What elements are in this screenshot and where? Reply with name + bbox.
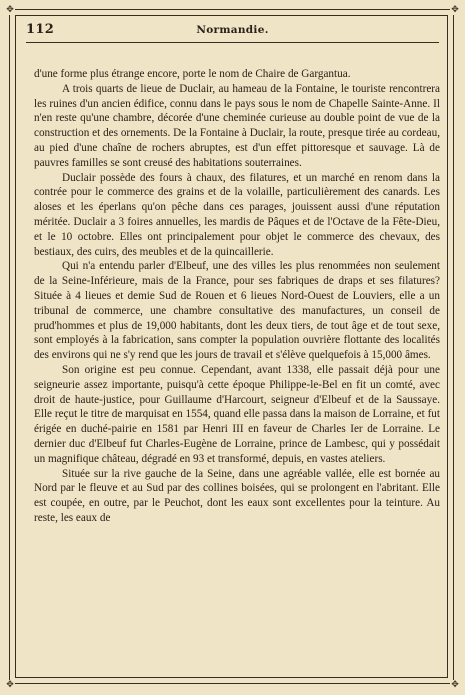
paragraph: Située sur la rive gauche de la Seine, dans une agréable vallée, elle est bornée au Nord par le fleuve et au Sud par des collines boisées, qui se prolongent en l'abritant. Elle est coupée, en outre, par le Peuchot, dont les eaux sont excellentes pour la teinture. Au reste, les eaux de [34,467,440,524]
page-header [26,20,439,43]
page-number: 112 [26,22,55,37]
paragraph: d'une forme plus étrange encore, porte le nom de Chaire de Gargantua. [34,68,351,80]
paragraph: Son origine est peu connue. Cependant, avant 1338, elle passait déjà pour une seigneurie assez importante, puisqu'à cette époque Philippe-le-Bel en fit un comté, avec droit de haute-justice, pour Guillaume d'Harcourt, seigneur d'Elbeuf et de la Saussaye. Elle reçut le titre de marquisat en 1554, quand elle passa dans la maison de Lorraine, et fut érigée en duché-pairie en 1581 par Henri III en faveur de Charles Ier de Lorraine. Le dernier duc d'Elbeuf fut Charles-Eugène de Lorraine, prince de Lambesc, qui y possédait un magnifique château, dégradé en 93 et transformé, depuis, en vastes ateliers. [34,363,440,465]
corner-ornament-top-right: ✥ [451,5,459,15]
paragraph: Qui n'a entendu parler d'Elbeuf, une des villes les plus renommées non seulement de la Seine-Inférieure, mais de la France, pour ses fabriques de draps et ses filatures? Située à 4 lieues et demie Sud de Rouen et 6 lieues Nord-Ouest de Louviers, elle a un tribunal de commerce, une chambre consultative des manufactures, un conseil de prud'hommes et plus de 19,000 habitants, dont les deux tiers, de tout âge et de tout sexe, sont employés à la fabrication, sans compter la population ouvrière flottante des localités des environs qui ne s'y rend que les jours de travail et s'élève quelquefois à 15,000 âmes. [34,260,440,362]
paragraph: A trois quarts de lieue de Duclair, au hameau de la Fontaine, le touriste rencontrera les ruines d'un ancien édifice, connu dans le pays sous le nom de Chapelle Sainte-Anne. Il n'en reste qu'une chambre, décorée d'une cheminée curieuse au double point de vue de la construction et des ornements. De la Fontaine à Duclair, la route, presque tirée au cordeau, au pied d'une chaîne de rochers abruptes, est d'un effet pittoresque et sauvage. Là de pauvres familles se sont creusé des habitations souterraines. [34,82,440,169]
corner-ornament-bottom-left: ✥ [6,680,14,690]
paragraph: Duclair possède des fours à chaux, des filatures, et un marché en renom dans la contrée pour le commerce des grains et de la volaille, particulièrement des canards. Les aloses et les éperlans qu'on pêche dans ces parages, jouissent aussi d'une réputation méritée. Duclair a 3 foires annuelles, les mardis de Pâques et de l'Octave de la Fête-Dieu, et le 10 octobre. Elles ont principalement pour objet le commerce des chevaux, des bestiaux, des cuirs, des meubles et de la quincaillerie. [34,171,440,258]
corner-ornament-top-left: ✥ [6,5,14,15]
corner-ornament-bottom-right: ✥ [451,680,459,690]
body-text [34,67,440,526]
running-head: Normandie. [196,24,269,36]
